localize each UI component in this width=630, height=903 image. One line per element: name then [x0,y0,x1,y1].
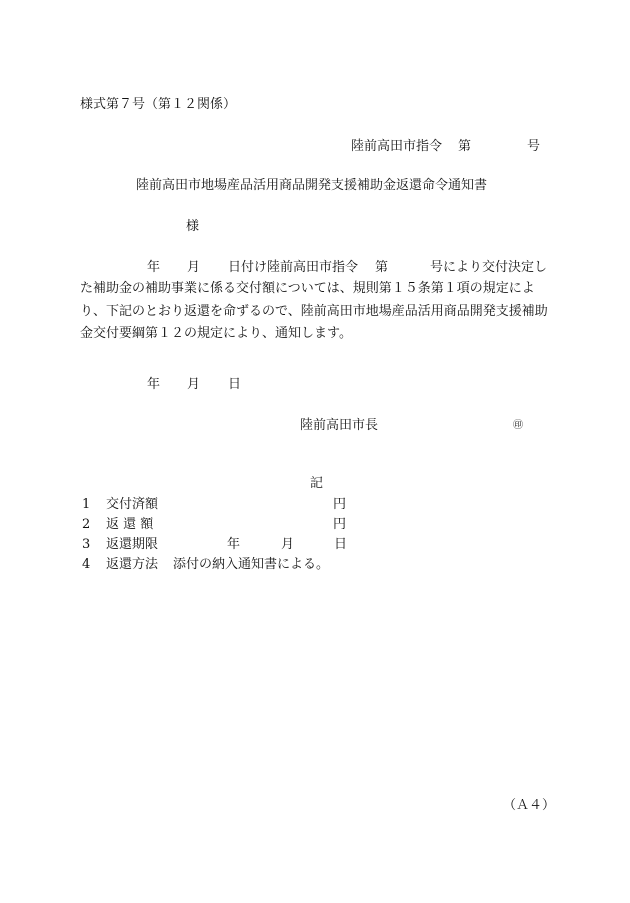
item-3-day: 日 [334,537,348,552]
body-dai: 第 [375,260,389,275]
addressee-suffix: 様 [186,219,200,234]
body-paragraph: た補助金の補助事業に係る交付額については、規則第１５条第１項の規定により、下記のとおり返還を命ずるので、陸前高田市地場産品活用商品開発支援補助金交付要綱第１２の規定により、通知します。 [80,281,548,342]
body-year: 年 [147,260,161,275]
body-line1-rest: 号により交付決定し [430,260,548,275]
paper-size: （Ａ４） [503,798,556,813]
item-3-number: 3 [82,537,91,552]
date-month: 月 [187,377,201,392]
notice-issuer: 陸前高田市指令 [351,139,443,154]
item-1-number: 1 [82,497,91,512]
notice-suffix: 号 [527,139,541,154]
notice-prefix: 第 [458,139,472,154]
item-2-unit: 円 [333,517,347,532]
item-3-year: 年 [227,537,241,552]
item-4-number: 4 [82,557,91,572]
body-month: 月 [187,260,201,275]
item-2-label: 返 還 額 [106,517,154,532]
date-year: 年 [147,377,161,392]
document-title: 陸前高田市地場産品活用商品開発支援補助金返還命令通知書 [136,178,488,193]
item-3-label: 返還期限 [106,537,159,552]
item-2-number: 2 [82,517,91,532]
body-day-text: 日付け陸前高田市指令 [228,260,359,275]
form-number: 様式第７号（第１２関係） [80,97,237,112]
item-4-label: 返還方法 [106,557,159,572]
seal-mark: ㊞ [513,420,523,431]
ki-heading: 記 [310,476,324,491]
item-1-unit: 円 [333,497,347,512]
item-1-label: 交付済額 [106,497,159,512]
item-4-value: 添付の納入通知書による。 [173,557,330,572]
item-3-month: 月 [281,537,295,552]
date-day: 日 [228,377,242,392]
sender-title: 陸前高田市長 [300,418,379,433]
